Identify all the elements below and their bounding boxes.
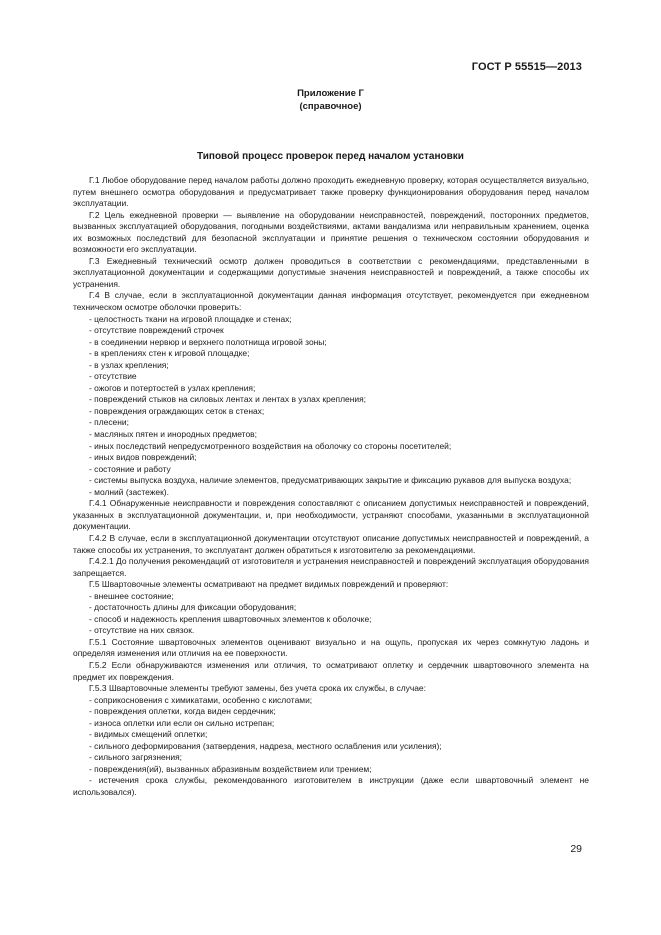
list-item: - повреждений стыков на силовых лентах и лентах в узлах крепления;: [89, 394, 366, 405]
list-item: - отсутствие на них связок.: [89, 625, 195, 636]
body-paragraph: Г.5.3 Швартовочные элементы требуют замены, без учета срока их службы, в случае:: [89, 683, 426, 694]
body-paragraph: Г.5.2 Если обнаруживаются изменения или отличия, то осматривают оплетку и сердечник швартовочного элемента на предмет их повреждения.: [73, 659, 589, 682]
page-number: 29: [570, 843, 582, 855]
list-item: - плесени;: [89, 417, 129, 428]
annex-heading: [0, 88, 661, 113]
list-item: - достаточность длины для фиксации оборудования;: [89, 602, 297, 613]
list-item: - отсутствие повреждений строчек: [89, 325, 224, 336]
body-paragraph: Г.4.1 Обнаруженные неисправности и повреждения сопоставляют с описанием допустимых неисправностей и повреждений, указанных в эксплуатационной документации, и, при необходимости, устраняют способами, указанными в эксплуатационной документации.: [73, 498, 589, 532]
list-item: - повреждения ограждающих сеток в стенах;: [89, 405, 265, 416]
list-item: - в соединении нервюр и верхнего полотнища игровой зоны;: [89, 336, 327, 347]
list-item: - сильного загрязнения;: [89, 752, 182, 763]
body-paragraph: Г.2 Цель ежедневной проверки — выявление на оборудовании неисправностей, повреждений, посторонних предметов, вызванных эксплуатацией оборудования, погодными воздействиями, актами вандализма или неправильным хранением, оценка их возможных последствий для безопасной эксплуатации и принятие решения о техническом состоянии оборудования и возможности его эксплуатации.: [73, 209, 589, 255]
document-body: [73, 175, 589, 799]
list-item: - молний (застежек).: [89, 486, 169, 497]
list-item: - истечения срока службы, рекомендованного изготовителем в инструкции (даже если швартовочный элемент не использовался).: [73, 775, 589, 797]
list-item: - повреждения оплетки, когда виден сердечник;: [89, 706, 276, 717]
list-item: - видимых смещений оплетки;: [89, 729, 208, 740]
list-item: - ожогов и потертостей в узлах крепления;: [89, 382, 256, 393]
body-paragraph: Г.4.2.1 До получения рекомендаций от изготовителя и устранения неисправностей и повреждений эксплуатация оборудования запрещается.: [73, 556, 589, 578]
list-item: - состояние и работу: [89, 463, 171, 474]
section-title: Типовой процесс проверок перед началом установки: [197, 151, 464, 162]
annex-title: Приложение Г: [297, 88, 364, 99]
list-item: - износа оплетки или если он сильно истрепан;: [89, 717, 275, 728]
body-paragraph: Г.3 Ежедневный технический осмотр должен проводиться в соответствии с рекомендациями, представленными в эксплуатационной документации и содержащими допустимые значения неисправностей и повреждений, а также способы их устранения.: [73, 255, 589, 289]
list-item: - иных последствий непредусмотренного воздействия на оболочку со стороны посетителей;: [89, 440, 452, 451]
list-item: - отсутствие: [89, 371, 137, 382]
list-item: - в креплениях стен к игровой площадке;: [89, 348, 250, 359]
list-item: - целостность ткани на игровой площадке и стенах;: [89, 313, 292, 324]
list-item: - соприкосновения с химикатами, особенно с кислотами;: [89, 694, 313, 705]
list-item: - сильного деформирования (затвердения, надреза, местного ослабления или усиления);: [89, 740, 442, 751]
body-paragraph: Г.4 В случае, если в эксплуатационной документации данная информация отсутствует, рекомендуется при ежедневном техническом осмотре оболочки проверить:: [73, 290, 589, 313]
list-item: - способ и надежность крепления швартовочных элементов к оболочке;: [89, 613, 372, 624]
annex-status: (справочное): [299, 100, 362, 112]
list-item: - системы выпуска воздуха, наличие элементов, предусматривающих закрытие и фиксацию рукавов для выпуска воздуха;: [89, 475, 572, 486]
list-item: - внешнее состояние;: [89, 590, 174, 601]
body-paragraph: Г.5 Швартовочные элементы осматривают на предмет видимых повреждений и проверяют:: [89, 579, 449, 590]
body-paragraph: Г.4.2 В случае, если в эксплуатационной документации отсутствуют описание допустимых неисправностей и повреждений, а также способы их устранения, то эксплуатант должен обратиться к изготовителю за рекомендациями.: [73, 532, 589, 555]
list-item: - в узлах крепления;: [89, 359, 169, 370]
list-item: - масляных пятен и инородных предметов;: [89, 429, 257, 440]
standard-designation: ГОСТ Р 55515—2013: [471, 61, 582, 73]
list-item: - иных видов повреждений;: [89, 452, 197, 463]
list-item: - повреждения(ий), вызванных абразивным воздействием или трением;: [89, 763, 372, 774]
body-paragraph: Г.5.1 Состояние швартовочных элементов оценивают визуально и на ощупь, пропуская их через сомкнутую ладонь и определяя изменения или отличия на ее поверхности.: [73, 636, 589, 659]
body-paragraph: Г.1 Любое оборудование перед началом работы должно проходить ежедневную проверку, которая осуществляется визуально, путем внешнего осмотра оборудования и предусматривает также проверку функционирования оборудования перед началом эксплуатации.: [73, 175, 589, 209]
